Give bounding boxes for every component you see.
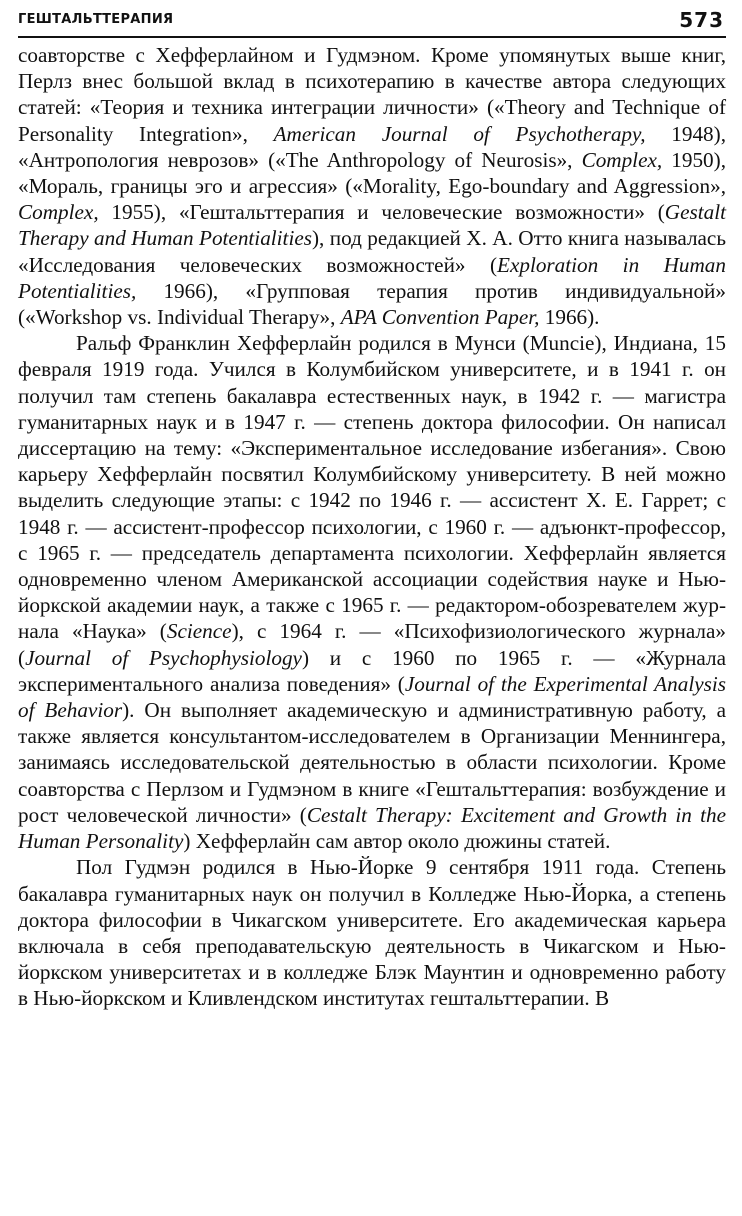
italic-title-segment: Complex,	[18, 200, 99, 225]
text-segment: 1950), «Мораль, границы эго и агрессия» («Morality, Ego-boundary and Aggression»,	[18, 147, 726, 199]
text-segment: Ральф Франклин Хефферлайн родился в Мунси (Muncie), Индиана, 15 февраля 1919 года. Учился в Колумбийском университете, и в 1941 г. он получил там степень бакалавра естественных наук, в 1942 г. — магистра гуманитарных наук и в 1947 г. — степень доктора философии. Он написал диссертацию на тему: «Экспериментальное исследование избегания». Свою карьеру Хефферлайн посвятил Колумбийскому университету. В ней можно выделить следующие этапы: с 1942 по 1946 г. — ассистент X. Е. Гаррет; с 1948 г. — ассистент-профессор психологии, с 1960 г. — адъюнкт-профессор, с 1965 г. — председатель департамента психологии. Хефферлайн является одновременно членом Американской ассоциации содействия науке и Нью-йоркской академии наук, а также с 1965 г. — редактором-обозревателем журнала «Наука» (	[18, 331, 726, 644]
text-segment: ) Хефферлайн сам автор около дюжины статей.	[183, 829, 611, 854]
text-segment: 1966).	[539, 305, 600, 330]
body-text	[18, 42, 726, 1012]
text-segment: ), под редакцией X. А. Отто книга называлась «Исследования человеческих возможностей» (	[18, 226, 726, 277]
paragraph-goodman-bio	[18, 854, 726, 1011]
book-page	[18, 0, 726, 1216]
text-segment: ), с 1964 г. — «Психофизиологического журнала» (	[18, 619, 726, 670]
text-segment: 1966), «Групповая терапия против индивидуальной» («Workshop vs. Individual Therapy»,	[18, 278, 726, 330]
running-header	[18, 8, 726, 38]
paragraph-hefferline-bio	[18, 330, 726, 854]
text-segment: ). Он выполняет академическую и административную работу, а также является консультантом-исследователем в Организации Меннингера, занимаясь исследовательской деятельностью в области психологии. Кроме соавторства с Перлзом и Гудмэном в книге «Гештальттерапия: возбуждение и рост человеческой личности» (	[18, 698, 726, 827]
running-title: ГЕШТАЛЬТТЕРАПИЯ	[18, 12, 174, 27]
italic-title-segment: Journal of Psychophysiology	[25, 645, 302, 670]
italic-title-segment: APA Convention Paper,	[340, 305, 540, 330]
text-segment: соавторстве с Хефферлайном и Гудмэном. Кроме упомянутых выше книг, Перлз внес большой вклад в психотерапию в качестве автора следующих статей: «Теория и техника интеграции личности» («Theory and Technique of Personality Integration»,	[18, 43, 726, 146]
italic-title-segment: Complex,	[581, 147, 663, 172]
paragraph-continued	[18, 42, 726, 330]
text-segment: 1948), «Антропология неврозов» («The Anthropology of Neurosis»,	[18, 121, 726, 172]
italic-title-segment: Science	[166, 619, 232, 644]
italic-title-segment: Exploration in Human Potentialities,	[18, 252, 726, 303]
italic-title-segment: Gestalt Therapy and Human Potentialities	[18, 200, 726, 251]
text-segment: Пол Гудмэн родился в Нью-Йорке 9 сентября 1911 года. Степень бакалавра гуманитарных наук он получил в Колледже Нью-Йорка, а степень доктора философии в Чикагском университете. Его академическая карьера включала в себя преподавательскую деятельность в Чикагском и Нью-йоркском университетах и в колледже Блэк Маунтин и одновременно работу в Нью-йоркском и Кливлендском институтах гештальттерапии. В	[18, 855, 726, 1011]
italic-title-segment: Cestalt Therapy: Excitement and Growth in the Human Personality	[18, 802, 726, 854]
page-number: 573	[679, 8, 724, 32]
text-segment: 1955), «Гештальттерапия и человеческие возможности» (	[98, 200, 665, 225]
italic-title-segment: Journal of the Experimental Analysis of Behavior	[18, 671, 726, 723]
text-segment: ) и с 1960 по 1965 г. — «Журнала экспериментального анализа поведения» (	[18, 645, 726, 696]
italic-title-segment: American Journal of Psychotherapy,	[273, 121, 646, 146]
